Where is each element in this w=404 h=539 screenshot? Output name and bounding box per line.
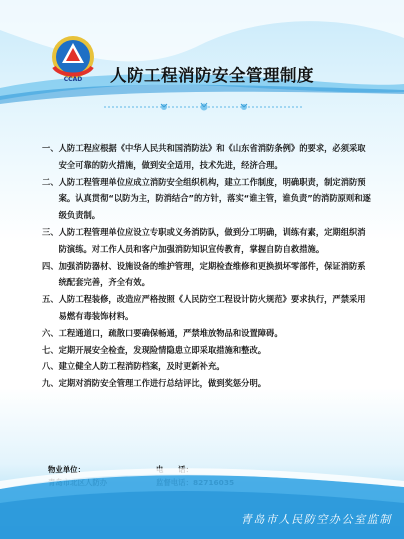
rules-list — [42, 140, 372, 392]
rule-number: 二、 — [42, 176, 59, 187]
rule-text: 人防工程管理单位应成立消防安全组织机构，建立工作制度，明确职责，制定消防预案。认真贯彻“以防为主，防消结合”的方针，落实“谁主管，谁负责”的消防原则和逐级负责制。 — [58, 176, 371, 221]
rule-item — [42, 224, 372, 258]
rule-text: 人防工程应根据《中华人民共和国消防法》和《山东省消防条例》的要求，必须采取安全可靠的防火措施，做到安全适用，技术先进，经济合理。 — [58, 143, 366, 170]
rule-item — [42, 342, 372, 359]
rule-number: 四、 — [42, 260, 59, 271]
supervisor-seal-text: 青岛市人民防空办公室监制 — [240, 513, 392, 526]
rule-item — [42, 291, 372, 325]
rule-item — [42, 140, 372, 174]
rule-item — [42, 358, 372, 375]
rule-item — [42, 375, 372, 392]
emblem-text: CCAD — [63, 76, 83, 83]
rule-text: 人防工程装修，改造应严格按照《人民防空工程设计防火规范》要求执行，严禁采用易燃有毒装饰材料。 — [58, 294, 366, 321]
bottom-wave-decoration — [0, 459, 404, 539]
rule-text: 定期对消防安全管理工作进行总结评比，做到奖惩分明。 — [58, 378, 267, 389]
rule-item — [42, 258, 372, 292]
title-divider-ornament — [104, 100, 304, 114]
civil-air-defense-emblem-icon — [50, 33, 96, 83]
rule-text: 建立健全人防工程消防档案，及时更新补充。 — [58, 361, 225, 372]
rule-number: 一、 — [42, 143, 59, 153]
rule-text: 人防工程管理单位应设立专职或义务消防队，做到分工明确，训练有素，定期组织消防演练。对工作人员和客户加强消防知识宣传教育，掌握自防自救措施。 — [58, 226, 366, 254]
rule-item — [42, 325, 372, 342]
footer-unit-label: 物业单位： — [48, 465, 85, 474]
rule-number: 七、 — [42, 344, 59, 355]
rule-number: 三、 — [42, 226, 59, 237]
page-title: 人防工程消防安全管理制度 — [110, 66, 314, 85]
rule-number: 六、 — [42, 327, 59, 338]
rule-text: 工程通道口，疏散口要确保畅通，严禁堆放物品和设置障碍。 — [58, 327, 283, 338]
rule-text: 加强消防器材、设施设备的维护管理，定期检查维修和更换损坏零部件，保证消防系统配套完善，齐全有效。 — [58, 260, 366, 288]
rule-number: 八、 — [42, 361, 59, 372]
rule-item — [42, 174, 372, 224]
rule-text: 定期开展安全检查，发现险情隐患立即采取措施和整改。 — [58, 344, 267, 355]
rule-number: 九、 — [42, 378, 59, 389]
rule-number: 五、 — [42, 294, 59, 305]
